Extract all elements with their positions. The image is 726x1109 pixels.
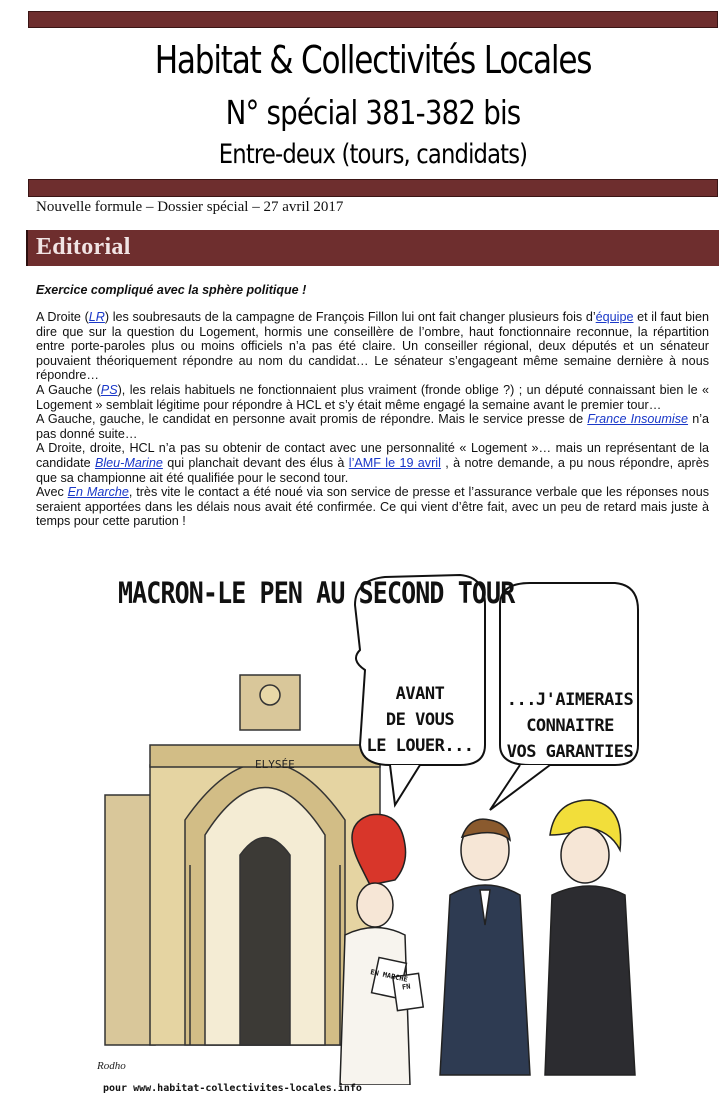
cartoon-credit: pour www.habitat-collectivites-locales.info: [103, 1083, 362, 1094]
bubble-line: AVANT: [395, 684, 445, 704]
text: ) les soubresauts de la campagne de François Fillon lui ont fait changer plusieurs fois d’: [104, 310, 596, 324]
link-lr[interactable]: LR: [88, 310, 105, 324]
text: A Droite, droite, HCL n’a pas su obtenir de contact avec une personnalité « Logement »… mais un représentant de la candidate: [36, 441, 709, 470]
text: A Gauche, gauche, le candidat en personne avait promis de répondre. Mais le service presse de: [36, 412, 588, 427]
macron-figure: [440, 819, 530, 1075]
text: Avec: [36, 485, 68, 500]
paragraph-gauche: [36, 383, 709, 412]
editorial-body: [36, 310, 709, 529]
text: et il faut bien dire que sur la question du Logement, hormis une conseillère de l’ombre, haut fonctionnaire reconnue, la répartition entre porte-paroles plus ou moins officiels n’a pas été claire. Un conseiller régional, deux députés et un sénateur pouvaient théoriquement répondre au nom du candidat… Le sénateur s’engageant même semaine dernière à nous répondre…: [36, 310, 709, 383]
bubble-line: LE LOUER...: [366, 736, 474, 756]
text: , à notre demande, a pu nous répondre, après que sa championne ait été qualifiée pour le second tour.: [36, 455, 710, 485]
paragraph-droite-droite: [36, 441, 709, 485]
bottom-decorative-band: [28, 179, 718, 197]
cartoon-title: MACRON-LE PEN AU SECOND TOUR: [118, 576, 515, 610]
issue-subtitle: Entre-deux (tours, candidats): [218, 139, 528, 170]
bubble-line: VOS GARANTIES: [506, 742, 634, 762]
publication-title: Habitat & Collectivités Locales: [154, 38, 592, 82]
paragraph-en-marche: [36, 485, 709, 529]
text: A Gauche (: [36, 382, 101, 397]
paper-label-fn: FN: [401, 982, 411, 992]
paper-label-en-marche: EN MARCHE: [369, 968, 409, 984]
bubble-line: DE VOUS: [385, 710, 455, 730]
issue-number: N° spécial 381-382 bis: [225, 93, 521, 132]
le-pen-figure: [545, 800, 635, 1075]
paragraph-gauche-gauche: [36, 412, 709, 441]
edition-line: Nouvelle formule – Dossier spécial – 27 avril 2017: [36, 199, 344, 215]
section-title: Editorial: [36, 234, 131, 260]
link-ps[interactable]: PS: [100, 382, 118, 397]
building-sign: ELYSÉE: [255, 758, 295, 771]
elysee-gate-drawing: [105, 675, 380, 1045]
bubble-left-text: [360, 681, 480, 759]
top-decorative-band: [28, 11, 718, 28]
link-amf[interactable]: l’AMF le 19 avril: [348, 455, 441, 470]
bubble-right-text: [504, 687, 636, 765]
link-en-marche[interactable]: En Marche: [67, 485, 129, 500]
section-header: [26, 230, 719, 266]
text: ), les relais habituels ne fonctionnaient plus vraiment (fronde oblige ?) ; un député connaissant bien le « Logement » semblait légitime pour répondre à HCL et s’y était même engagé la semaine avant le premier tour…: [36, 382, 709, 412]
text: qui planchait devant des élus à: [162, 455, 349, 470]
link-france-insoumise[interactable]: France Insoumise: [587, 412, 689, 427]
link-bleu-marine[interactable]: Bleu-Marine: [94, 455, 163, 470]
paragraph-droite: [36, 310, 709, 383]
editorial-lead: Exercice compliqué avec la sphère politique !: [36, 283, 307, 297]
cartoonist-signature: Rodho: [97, 1060, 126, 1072]
bubble-line: CONNAITRE: [526, 716, 614, 736]
link-equipe[interactable]: équipe: [595, 310, 634, 324]
text: n’a pas donné suite…: [36, 412, 710, 441]
text: , très vite le contact a été noué via son service de presse et l’assurance verbale que les réponses nous seraient apportées dans les délais nous avait été confirmée. Ce qui vient d’être fait, avec un peu de retard mais juste à temps pour cette parution !: [36, 485, 709, 529]
political-cartoon: [90, 565, 650, 1085]
bubble-line: ...J'AIMERAIS: [506, 690, 634, 710]
text: A Droite (: [36, 310, 89, 324]
